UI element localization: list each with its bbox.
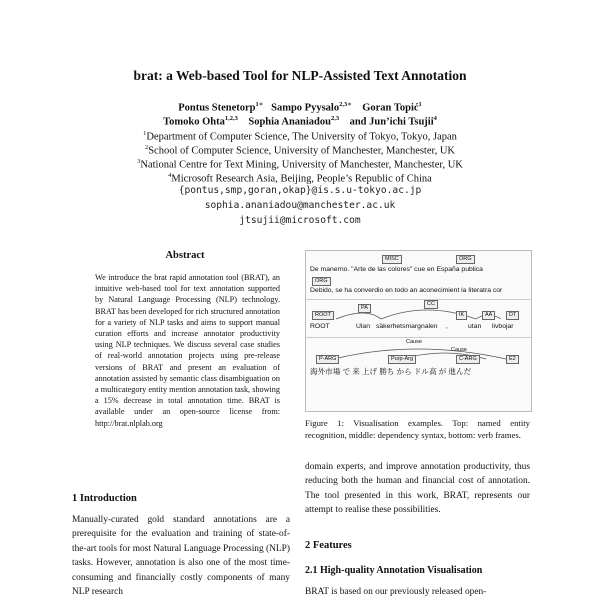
ner-tag-org-2: ORG [312,277,331,286]
author-name: Goran Topić [362,102,419,114]
dep-token: , [446,323,448,330]
ner-tag-org: ORG [456,255,475,264]
figure-divider [306,337,531,338]
dep-label-cc: CC [424,300,438,309]
frame-tag: C-ARG [456,355,480,364]
figure-1 [305,250,532,412]
author-sup: 1,2,3 [224,115,238,122]
author-name: Tomoko Ohta [163,116,225,128]
ner-tag-misc: MISC [382,255,402,264]
introduction-text: Manually-curated gold standard annotations are a prerequisite for the evaluation and training of state-of-the-art tools for most Natural Language Processing (NLP) tasks. However, annotation is also one of the most time-consuming and financially costly components of many NLP research [72,515,290,598]
affiliation-text: Microsoft Research Asia, Beijing, People’s Republic of China [171,173,432,185]
email-sophia: sophia.ananiadou@manchester.ac.uk [204,200,396,211]
dep-token: säkerhetsmargnalen [376,323,438,330]
author-sup: 1 [418,101,422,108]
affiliation-sup: 1 [143,130,147,137]
figure-divider [306,299,531,300]
frame-label-cause-2: Cause [451,347,467,353]
ner-sentence-2: Debido, se ha converdio en todo an aconecimient la literatra cor [310,287,503,294]
dep-label-aa: AA [482,311,495,320]
frame-label-cause: Cause [406,339,422,345]
affiliation-sup: 3 [137,158,141,165]
abstract-text: We introduce the brat rapid annotation tool (BRAT), an intuitive web-based tool for text annotation supported by Natural Language Processing (NLP) technology. BRAT has been developed for rich structured annotation for a variety of NLP tasks and aims to support manual curation efforts and increase annotator productivity using NLP techniques. We discuss several case studies of real-world annotation projects using pre-release versions of BRAT and present an evaluation of annotation assisted by semantic class disambiguation on a multicategory entity mention annotation task, showing a 15% decrease in total annotation time. BRAT is available under an open-source license from: http://brat.nlplab.org [95,273,280,428]
dep-token: Ulan [356,323,370,330]
dep-token: utan [468,323,482,330]
email-group: {pontus,smp,goran,okap}@is.s.u-tokyo.ac.jp [178,185,422,196]
introduction-heading: 1 Introduction [72,493,137,504]
figure-caption: Figure 1: Visualisation examples. Top: named entity recognition, middle: dependency syntax, bottom: verb frames. [305,418,530,440]
dependency-arcs [306,301,531,341]
author-sup: 4 [433,115,437,122]
author-sup: 1∗ [255,101,264,108]
ner-sentence-1: De manerno. "Arte de las colores" cue en España publica [310,266,483,273]
dep-label-dt: DT [506,311,519,320]
author-name: Sophia Ananiadou [248,116,331,128]
affiliation-text: Department of Computer Science, The University of Tokyo, Tokyo, Japan [146,131,457,143]
author-name: Sampo Pyysalo [271,102,340,114]
affiliation-text: School of Computer Science, University of Manchester, Manchester, UK [148,145,456,157]
paper-title: brat: a Web-based Tool for NLP-Assisted Text Annotation [133,68,467,83]
abstract-heading: Abstract [165,250,205,261]
frame-tag: P-ARG [316,355,339,364]
affiliation-text: National Centre for Text Mining, University of Manchester, Manchester, UK [140,159,463,171]
dep-token: ROOT [310,323,330,330]
features-heading: 2 Features [305,540,352,551]
author-name: Pontus Stenetorp [178,102,256,114]
dep-label-ik: IK [456,311,467,320]
frame-tag: E2 [506,355,519,364]
right-col-paragraph: domain experts, and improve annotation productivity, thus reducing both the human and financial cost of annotation. The tool presented in this work, BRAT, represents our attempt to realise these possibilities. [305,462,530,516]
dep-token: livbojar [492,323,514,330]
dep-label-pa: PA [358,304,371,313]
subsection-heading: 2.1 High-quality Annotation Visualisation [305,565,483,576]
author-name: and Jun’ichi Tsujii [349,116,434,128]
author-sup: 2,3∗ [339,101,352,108]
affiliation-sup: 2 [144,144,149,151]
frame-tag: Purp-Arg [388,355,416,364]
affiliation-sup: 4 [168,172,172,179]
email-jtsujii: jtsujii@microsoft.com [239,215,361,226]
frame-sentence: 海外市場 で 来 上げ 勝ち から ドル高 が 進んだ [310,367,472,376]
dep-root-tag: ROOT [312,311,334,320]
right-col-last-line: BRAT is based on our previously released open- [305,587,487,597]
author-sup: 2,3 [330,115,340,122]
